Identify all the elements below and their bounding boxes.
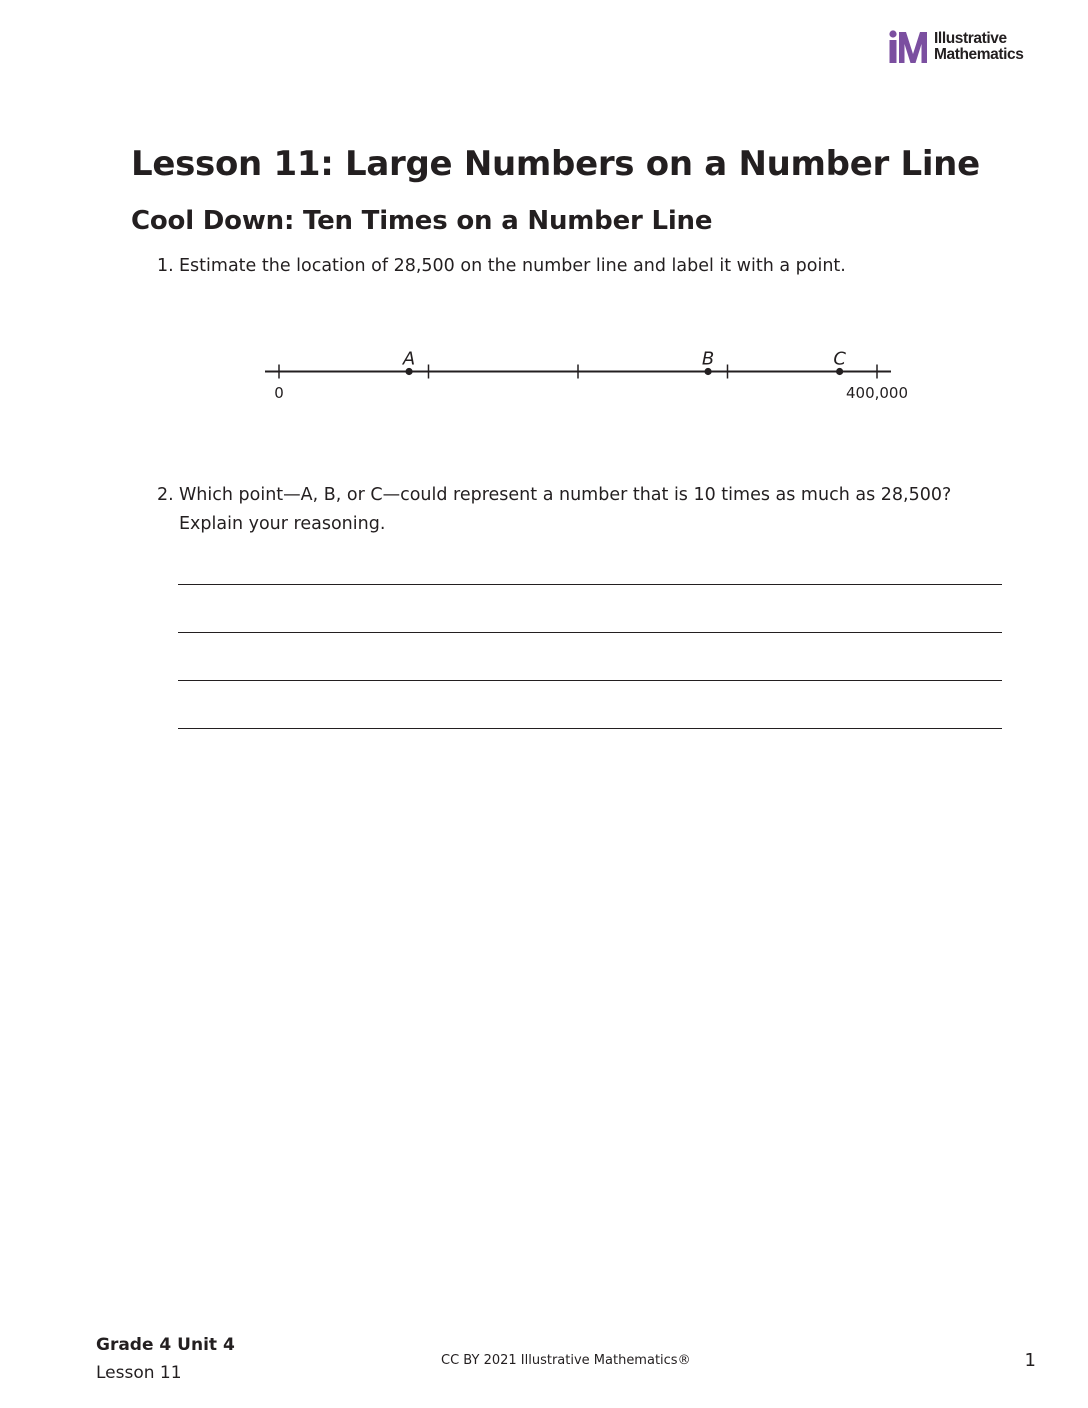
cool-down-title: Cool Down: Ten Times on a Number Line [131, 206, 713, 236]
page-number: 1 [1024, 1350, 1036, 1371]
number-line-min-label: 0 [274, 384, 284, 402]
question-2-text [179, 481, 1009, 539]
logo-line-2: Mathematics [934, 46, 1024, 63]
im-logo-icon [888, 30, 930, 64]
footer-lesson: Lesson 11 [96, 1363, 182, 1383]
answer-line-3[interactable] [178, 680, 1002, 681]
number-line-max-label: 400,000 [845, 384, 909, 402]
footer-copyright: CC BY 2021 Illustrative Mathematics® [441, 1353, 691, 1368]
point-a-label: A [402, 348, 416, 370]
question-1-number: 1. [157, 256, 174, 276]
illustrative-mathematics-logo [888, 30, 1024, 64]
question-1-text: Estimate the location of 28,500 on the number line and label it with a point. [179, 256, 846, 276]
question-2-line-1: Which point—A, B, or C—could represent a number that is 10 times as much as 28,500? [179, 485, 952, 505]
question-2-line-2: Explain your reasoning. [179, 514, 386, 534]
point-c-label: C [833, 348, 846, 370]
answer-line-1[interactable] [178, 584, 1002, 585]
answer-line-4[interactable] [178, 728, 1002, 729]
point-b-label: B [701, 348, 715, 370]
logo-wordmark [934, 31, 1024, 63]
question-1 [157, 252, 1009, 281]
lesson-title: Lesson 11: Large Numbers on a Number Line [131, 144, 980, 184]
logo-line-1: Illustrative [934, 30, 1007, 47]
question-2 [157, 481, 1009, 539]
footer-grade-unit: Grade 4 Unit 4 [96, 1335, 235, 1355]
answer-line-2[interactable] [178, 632, 1002, 633]
number-line [255, 340, 925, 410]
question-2-number: 2. [157, 485, 174, 505]
